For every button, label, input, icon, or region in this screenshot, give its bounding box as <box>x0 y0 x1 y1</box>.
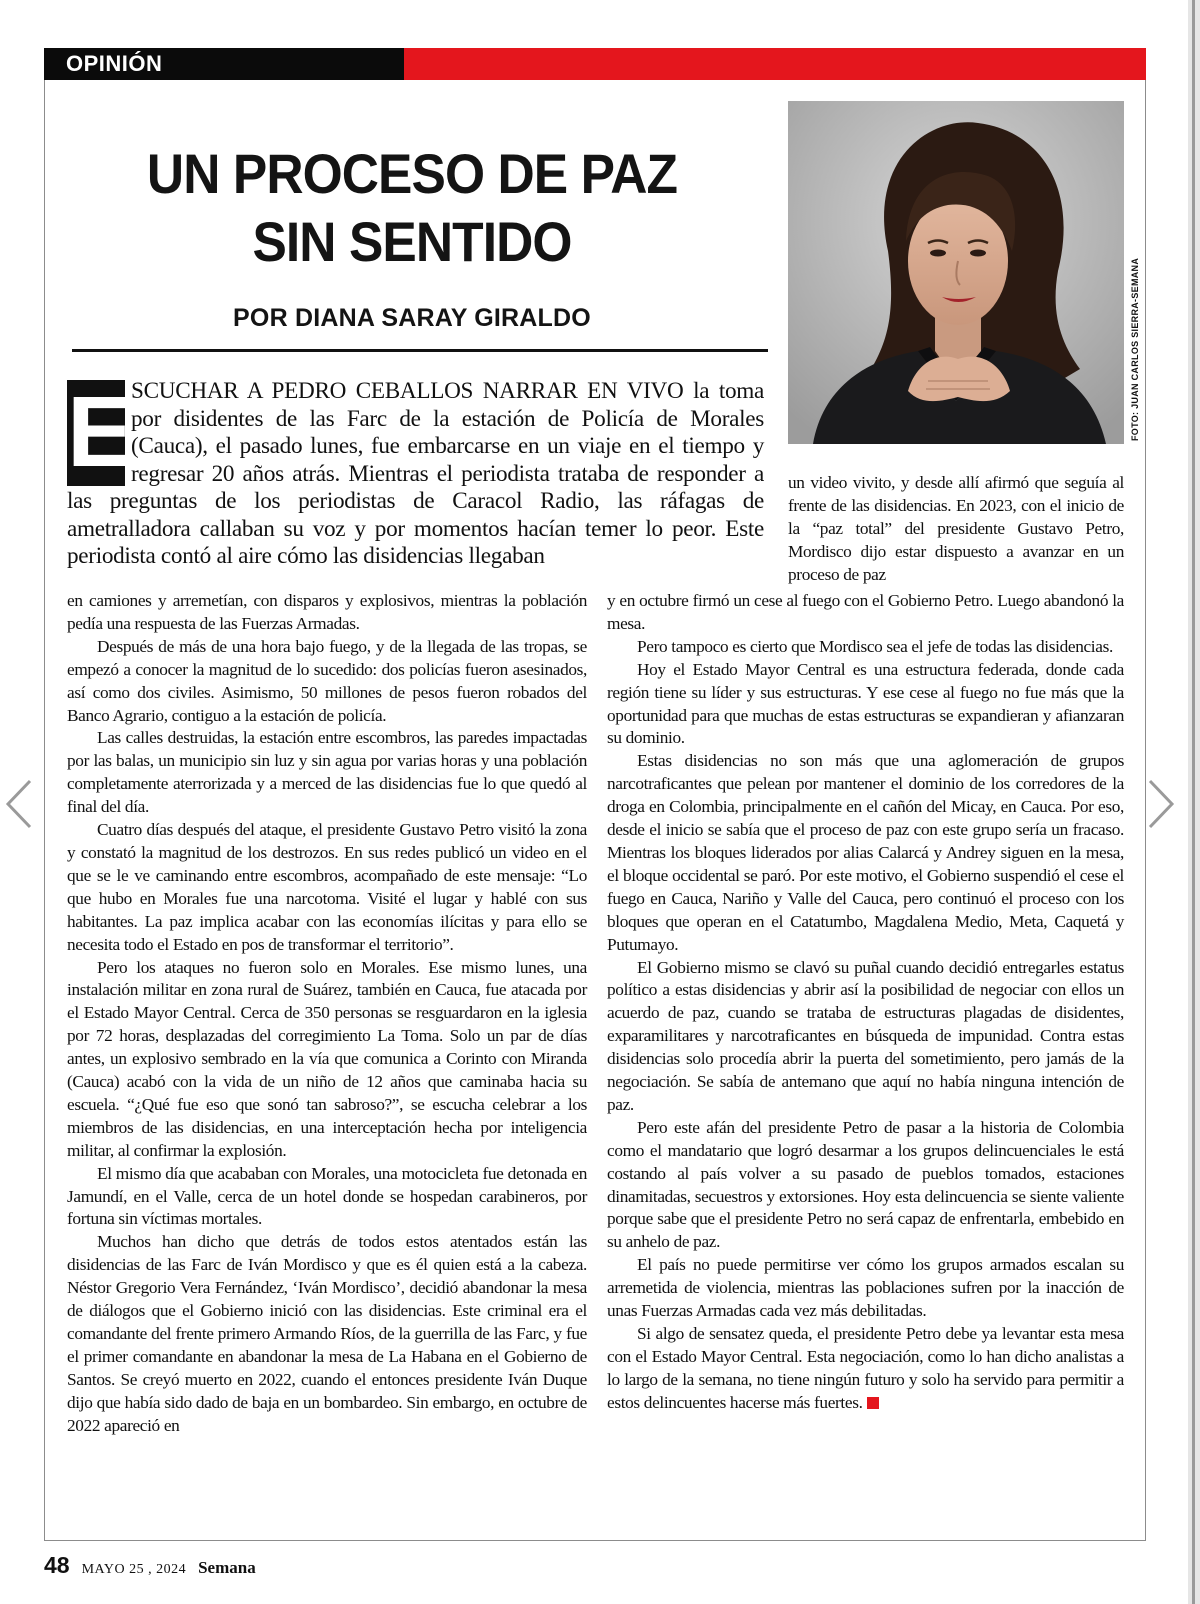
author-portrait-illustration <box>788 101 1124 444</box>
body-paragraph: El mismo día que acababan con Morales, una motocicleta fue detonada en Jamundí, en el Valle, cerca de un hotel donde se hospedan carabineros, por fortuna sin víctimas mortales. <box>67 1163 587 1229</box>
photo-credit: FOTO: JUAN CARLOS SIERRA-SEMANA <box>1130 257 1140 441</box>
body-paragraph: en camiones y arremetían, con disparos y explosivos, mientras la población pedía una respuesta de las Fuerzas Armadas. <box>67 591 587 633</box>
headline <box>90 140 734 276</box>
left-column <box>67 590 587 1438</box>
body-paragraph: Después de más de una hora bajo fuego, y de la llegada de las tropas, se empezó a conocer la magnitud de lo sucedido: dos policías fueron asesinados, así como dos civiles. Asimismo, 50 millones de pesos fueron robados del Banco Agrario, contiguo a la estación de policía. <box>67 636 587 725</box>
body-paragraph: Hoy el Estado Mayor Central es una estructura federada, donde cada región tiene su líder y sus estructuras. Y ese cese al fuego no fue más que la oportunidad para que muchas de estas estructuras se expandieran y afianzaran su dominio. <box>607 659 1124 748</box>
page-footer <box>44 1552 256 1579</box>
body-paragraph: Las calles destruidas, la estación entre escombros, las paredes impactadas por las balas, un municipio sin luz y sin agua por varias horas y una población completamente aterrorizada y a merced de las disidencias fue lo que quedó al final del día. <box>67 728 587 817</box>
next-page-arrow-icon[interactable] <box>1146 778 1176 830</box>
body-paragraph: Pero este afán del presidente Petro de pasar a la historia de Colombia como el mandatario que logró desarmar a los grupos delincuenciales le está costando al país volver a su pasado de pueblos tomados, estaciones dinamitadas, secuestros y extorsiones. Hoy esta delincuencia se siente valiente porque sabe que el presidente Petro no será capaz de enfrentarla, embebido en su anhelo de paz. <box>607 1117 1124 1252</box>
lead-paragraph <box>67 378 764 571</box>
section-header-red <box>404 48 1146 80</box>
page-number: 48 <box>44 1552 70 1578</box>
final-paragraph-text: Si algo de sensatez queda, el presidente Petro debe ya levantar esta mesa con el Estado Mayor Central. Esta negociación, como lo han dicho analistas a lo largo de la semana, no tiene ningún futuro y solo ha servido para permitir a estos delincuentes hacerse más fuertes. <box>607 1324 1124 1412</box>
headline-line-1: UN PROCESO DE PAZ <box>146 142 678 205</box>
end-of-article-mark <box>867 1397 879 1409</box>
right-column-top <box>788 472 1124 587</box>
right-top-paragraph: un video vivito, y desde allí afirmó que seguía al frente de las disidencias. En 2023, con el inicio de la “paz total” del presidente Gustavo Petro, Mordisco dijo estar dispuesto a avanzar en un proceso de paz <box>788 473 1124 584</box>
section-label: OPINIÓN <box>66 51 163 76</box>
drop-cap: E <box>67 376 134 488</box>
byline: POR DIANA SARAY GIRALDO <box>233 304 591 332</box>
magazine-name: Semana <box>198 1558 256 1577</box>
author-photo <box>788 101 1124 444</box>
lead-text: la toma por disidentes de las Farc de la estación de Policía de Morales (Cauca), el pasado lunes, fue embarcarse en un viaje en el tiempo y regresar 20 años atrás. Mientras el periodista trataba de responder a las preguntas de los periodistas de Caracol Radio, las ráfagas de ametralladora callaban su voz y por momentos hacían temer lo peor. Este periodista contó al aire cómo las disidencias llegaban <box>67 378 764 569</box>
issue-date: MAYO 25 , 2024 <box>81 1562 187 1577</box>
previous-page-arrow-icon[interactable] <box>4 778 34 830</box>
section-header-bar <box>44 48 1146 80</box>
body-paragraph: Estas disidencias no son más que una aglomeración de grupos narcotraficantes que pelean por mantener el dominio de los corredores de la droga en Colombia, principalmente en el cañón del Micay, en Cauca. Por eso, desde el inicio se sabía que el proceso de paz con este grupo sería un fracaso. Mientras los bloques liderados por alias Calarcá y Andrey siguen en la mesa, el bloque occidental se paró. Por este motivo, el Gobierno suspendió el cese el fuego en Cauca, Nariño y Valle del Cauca, pero continuó el proceso con los bloques que operan en el Catatumbo, Magdalena Medio, Meta, Caquetá y Putumayo. <box>607 751 1124 954</box>
headline-line-2: SIN SENTIDO <box>252 210 572 273</box>
viewer-scroll-track[interactable] <box>1192 0 1195 1604</box>
body-paragraph: Muchos han dicho que detrás de todos estos atentados están las disidencias de las Farc de Iván Mordisco y que es él quien está a la cabeza. Néstor Gregorio Vera Fernández, ‘Iván Mordisco’, decidió abandonar la mesa de diálogos que el Gobierno inició con las disidencias. Este criminal era el comandante del frente primero Armando Ríos, de la guerrilla de las Farc, y fue el primer comandante en abandonar la mesa de La Habana en el Gobierno de Santos. Se creyó muerto en 2022, cuando el entonces presidente Iván Duque dijo que había sido dado de baja en un bombardeo. Sin embargo, en octubre de 2022 apareció en <box>67 1232 587 1435</box>
headline-rule <box>72 349 768 352</box>
body-paragraph: y en octubre firmó un cese al fuego con el Gobierno Petro. Luego abandonó la mesa. <box>607 591 1124 633</box>
body-paragraph: Pero tampoco es cierto que Mordisco sea el jefe de todas las disidencias. <box>637 636 1113 656</box>
lead-caps: SCUCHAR A PEDRO CEBALLOS NARRAR EN VIVO <box>131 378 684 404</box>
body-paragraph: El país no puede permitirse ver cómo los grupos armados escalan su arremetida de violencia, mientras las poblaciones sufren por la inacción de unas Fuerzas Armadas cada vez más debilitadas. <box>607 1255 1124 1321</box>
body-paragraph: El Gobierno mismo se clavó su puñal cuando decidió entregarles estatus político a estas disidencias y abrir así la posibilidad de negociar con ellos un acuerdo de paz, cuando se trataba de estructuras plagadas de disidentes, exparamilitares y narcotraficantes en búsqueda de impunidad. Contra estas disidencias solo procedía abrir la puerta del sometimiento, pero jamás de la negociación. Se sabía de antemano que aquí no había ninguna intención de paz. <box>607 957 1124 1114</box>
body-paragraph-final <box>607 1323 1124 1415</box>
body-paragraph: Pero los ataques no fueron solo en Morales. Ese mismo lunes, una instalación militar en zona rural de Suárez, también en Cauca, fue atacada por el Estado Mayor Central. Cerca de 350 personas se resguardaron en la iglesia por 72 horas, desplazadas del corregimiento La Toma. Solo un par de días antes, un explosivo sembrado en la vía que comunica a Corinto con Miranda (Cauca) acabó con la vida de un niño de 12 años que caminaba hacia su escuela. “¿Qué fue eso que sonó tan sabroso?”, se escucha celebrar a los miembros de las disidencias, en una interceptación hecha por inteligencia militar, al confirmar la explosión. <box>67 957 587 1160</box>
body-paragraph: Cuatro días después del ataque, el presidente Gustavo Petro visitó la zona y constató la magnitud de los destrozos. En sus redes publicó un video en el que se le ve caminando entre escombros, acompañado de este mensaje: “Lo que hubo en Morales fue una narcotoma. Visité el lugar y hablé con sus habitantes. La paz implica acabar con las economías ilícitas y para ello se necesita todo el Estado en pos de transformar el territorio”. <box>67 820 587 954</box>
right-column <box>607 590 1124 1415</box>
